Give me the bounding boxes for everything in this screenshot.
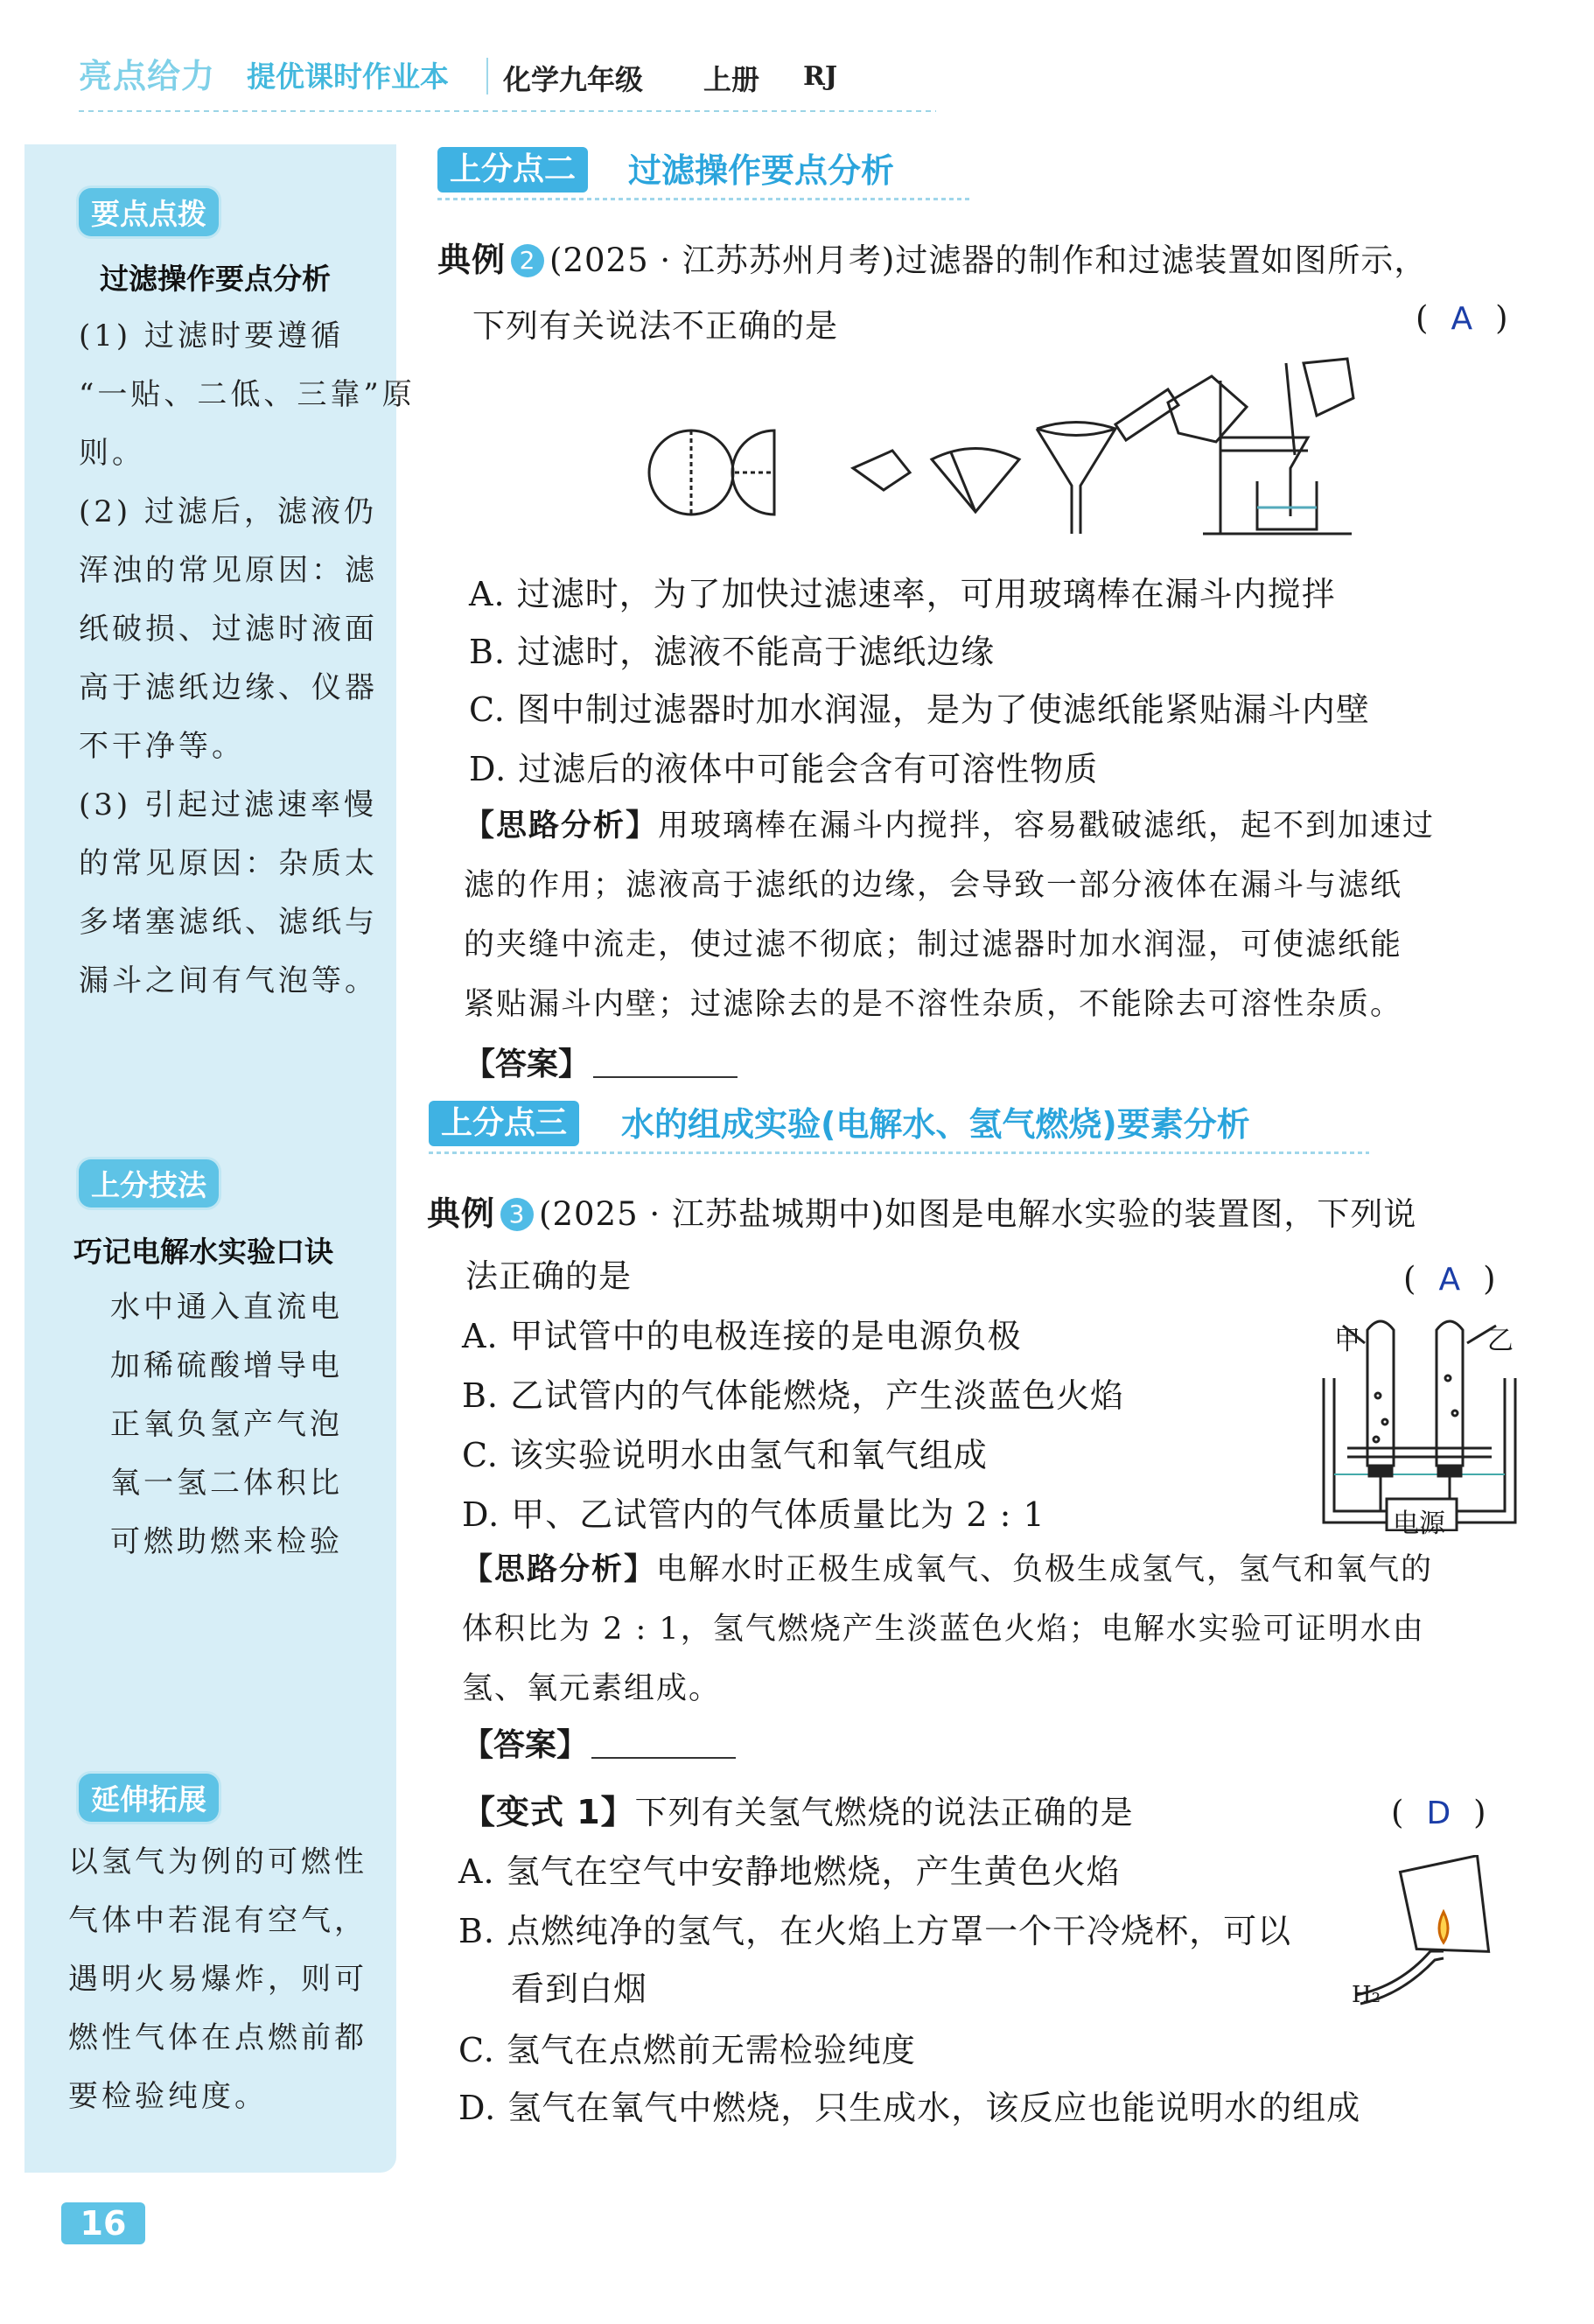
receiving-beaker	[1257, 481, 1317, 529]
flame-icon	[1439, 1912, 1448, 1942]
answer-blank-line	[591, 1727, 736, 1759]
analysis-line: 滤的作用；滤液高于滤纸的边缘，会导致一部分液体在漏斗与滤纸	[464, 868, 1403, 903]
analysis-line: 体积比为 2 : 1，氢气燃烧产生淡蓝色火焰；电解水实验可证明水由	[462, 1612, 1425, 1647]
brand-logo-text: 亮点给力	[79, 57, 216, 95]
volume-label: 上册	[703, 63, 760, 96]
example-3-stem	[427, 1186, 1416, 1235]
example-label: 典例	[437, 241, 507, 279]
tube-label-left: 甲	[1334, 1326, 1360, 1356]
section-3-underline	[429, 1152, 1369, 1154]
extension-line: 要检验纯度。	[68, 2079, 268, 2114]
funnel	[1037, 429, 1115, 534]
key-points-tag: 要点点拨	[79, 188, 219, 236]
section-3-heading	[429, 1101, 1374, 1150]
mnemonic-line: 氧一氢二体积比	[110, 1466, 343, 1501]
sidebar	[24, 144, 416, 2173]
example-3-analysis	[462, 1540, 1594, 1718]
skills-text	[110, 1278, 343, 1572]
tube-label-right: 乙	[1487, 1326, 1514, 1356]
key-point-line: (2) 过滤后，滤液仍	[79, 494, 377, 529]
example-stem-line-1: 如图是电解水实验的装置图，下列说	[884, 1195, 1417, 1233]
h2-label: H₂	[1352, 1982, 1381, 2008]
filter-paper-cone	[932, 449, 1019, 513]
mnemonic-line: 正氧负氢产气泡	[110, 1407, 343, 1442]
example-source: (2025 · 江苏盐城期中)	[539, 1195, 885, 1233]
example-2-option-a: A. 过滤时，为了加快过滤速率，可用玻璃棒在漏斗内搅拌	[469, 575, 1336, 613]
analysis-label: 【思路分析】	[462, 1552, 657, 1587]
example-2-answer: ( A )	[1416, 299, 1508, 337]
analysis-line: 紧贴漏斗内壁；过滤除去的是不溶性杂质，不能除去可溶性杂质。	[464, 987, 1403, 1022]
example-3-answer-blank	[462, 1720, 736, 1765]
example-3-answer: ( A )	[1403, 1260, 1496, 1298]
example-2-analysis	[464, 796, 1594, 1034]
example-3-option-c: C. 该实验说明水由氢气和氧气组成	[462, 1436, 988, 1474]
example-number-badge: 3	[500, 1198, 534, 1231]
filter-apparatus-figure	[643, 354, 1356, 542]
example-2-option-b: B. 过滤时，滤液不能高于滤纸边缘	[469, 633, 996, 671]
example-2-option-d: D. 过滤后的液体中可能会含有可溶性物质	[469, 750, 1099, 788]
extension-line: 燃性气体在点燃前都	[68, 2020, 367, 2055]
analysis-line: 电解水时正极生成氧气、负极生成氢气，氢气和氧气的	[656, 1552, 1434, 1587]
mnemonic-line: 加稀硫酸增导电	[110, 1348, 343, 1383]
answer-label: 【答案】	[462, 1727, 589, 1763]
variant-1-option-c: C. 氢气在点燃前无需检验纯度	[458, 2031, 916, 2069]
section-3-title: 水的组成实验(电解水、氢气燃烧)要素分析	[621, 1105, 1250, 1144]
key-point-line: “一贴、二低、三靠”原	[79, 377, 416, 412]
answer-letter: D	[1426, 1796, 1451, 1831]
variant-1-option-a: A. 氢气在空气中安静地燃烧，产生黄色火焰	[458, 1852, 1121, 1891]
inverted-beaker	[1400, 1856, 1497, 1966]
example-3-option-b: B. 乙试管内的气体能燃烧，产生淡蓝色火焰	[462, 1376, 1125, 1415]
answer-letter: A	[1451, 301, 1473, 337]
section-2-title: 过滤操作要点分析	[628, 151, 895, 190]
variant-1-option-d: D. 氢气在氧气中燃烧，只生成水，该反应也能说明水的组成	[458, 2089, 1361, 2127]
section-2-heading	[437, 147, 980, 196]
variant-1-answer: ( D )	[1391, 1794, 1486, 1831]
key-point-line: 纸破损、过滤时液面	[79, 612, 378, 647]
wash-bottle-nozzle	[1115, 389, 1178, 440]
section-2-underline	[437, 198, 971, 200]
example-source: (2025 · 江苏苏州月考)	[549, 242, 896, 279]
key-point-line: 漏斗之间有气泡等。	[79, 963, 378, 998]
electrolysis-apparatus-figure	[1317, 1308, 1522, 1531]
filter-paper-quarter	[853, 451, 910, 490]
mnemonic-line: 可燃助燃来检验	[110, 1524, 343, 1559]
extension-line: 气体中若混有空气，	[68, 1903, 367, 1938]
variant-stem-text: 下列有关氢气燃烧的说法正确的是	[634, 1794, 1134, 1831]
subject-label: 化学九年级	[503, 63, 644, 96]
pouring-beaker	[1304, 359, 1353, 416]
key-point-line: 多堵塞滤纸、滤纸与	[79, 905, 378, 940]
example-3-option-a: A. 甲试管中的电极连接的是电源负极	[462, 1317, 1022, 1355]
test-tube-right	[1437, 1321, 1463, 1466]
skills-title: 巧记电解水实验口诀	[73, 1235, 333, 1269]
wash-bottle	[1168, 376, 1247, 442]
analysis-line: 的夹缝中流走，使过滤不彻底；制过滤器时加水润湿，可使滤纸能	[464, 928, 1403, 962]
example-stem-line-1: 过滤器的制作和过滤装置如图所示，	[895, 242, 1428, 279]
key-point-line: 浑浊的常见原因：滤	[79, 553, 378, 588]
key-point-line: 高于滤纸边缘、仪器	[79, 670, 378, 705]
header-rule	[79, 110, 936, 112]
key-point-line: 则。	[79, 436, 145, 471]
variant-label: 【变式 1】	[462, 1793, 635, 1831]
example-3-option-d: D. 甲、乙试管内的气体质量比为 2 : 1	[462, 1495, 1045, 1534]
analysis-label: 【思路分析】	[464, 808, 659, 844]
answer-blank-line	[593, 1046, 738, 1078]
key-point-line: 的常见原因：杂质太	[79, 846, 378, 881]
example-2-stem-line-2: 下列有关说法不正确的是	[472, 307, 838, 345]
variant-1-option-b-cont: 看到白烟	[511, 1970, 648, 2008]
key-points-text	[79, 307, 416, 1011]
page-header	[0, 0, 1594, 131]
mnemonic-line: 水中通入直流电	[110, 1290, 343, 1325]
example-label: 典例	[427, 1194, 496, 1233]
example-2-answer-blank	[464, 1040, 738, 1084]
extension-text	[68, 1833, 367, 2126]
extension-line: 遇明火易爆炸，则可	[68, 1962, 367, 1997]
section-3-badge: 上分点三	[429, 1101, 579, 1146]
example-2-option-c: C. 图中制过滤器时加水润湿，是为了使滤纸能紧贴漏斗内壁	[469, 690, 1370, 729]
section-2-badge: 上分点二	[437, 147, 588, 192]
series-title: 提优课时作业本	[247, 60, 449, 94]
extension-tag: 延伸拓展	[79, 1774, 219, 1822]
variant-1-option-b: B. 点燃纯净的氢气，在火焰上方罩一个干冷烧杯，可以	[458, 1912, 1292, 1950]
example-number-badge: 2	[511, 244, 544, 277]
example-3-stem-line-2: 法正确的是	[465, 1257, 632, 1295]
example-2-stem	[437, 233, 1427, 281]
power-supply-label: 电源	[1393, 1508, 1445, 1539]
variant-1-stem	[462, 1785, 1134, 1833]
analysis-line: 氢、氧元素组成。	[462, 1671, 722, 1706]
key-point-line: 不干净等。	[79, 729, 245, 764]
edition-label: RJ	[803, 61, 838, 92]
key-point-line: (1) 过滤时要遵循	[79, 318, 344, 354]
glass-rod	[1286, 363, 1295, 455]
skills-tag: 上分技法	[79, 1159, 219, 1208]
header-divider	[486, 58, 488, 94]
extension-line: 以氢气为例的可燃性	[68, 1844, 367, 1880]
answer-letter: A	[1438, 1262, 1461, 1298]
key-point-line: (3) 引起过滤速率慢	[79, 788, 377, 822]
answer-label: 【答案】	[464, 1046, 591, 1082]
key-points-title: 过滤操作要点分析	[100, 262, 331, 296]
analysis-line: 用玻璃棒在漏斗内搅拌，容易戳破滤纸，起不到加速过	[658, 808, 1436, 844]
page-number: 16	[61, 2202, 145, 2244]
